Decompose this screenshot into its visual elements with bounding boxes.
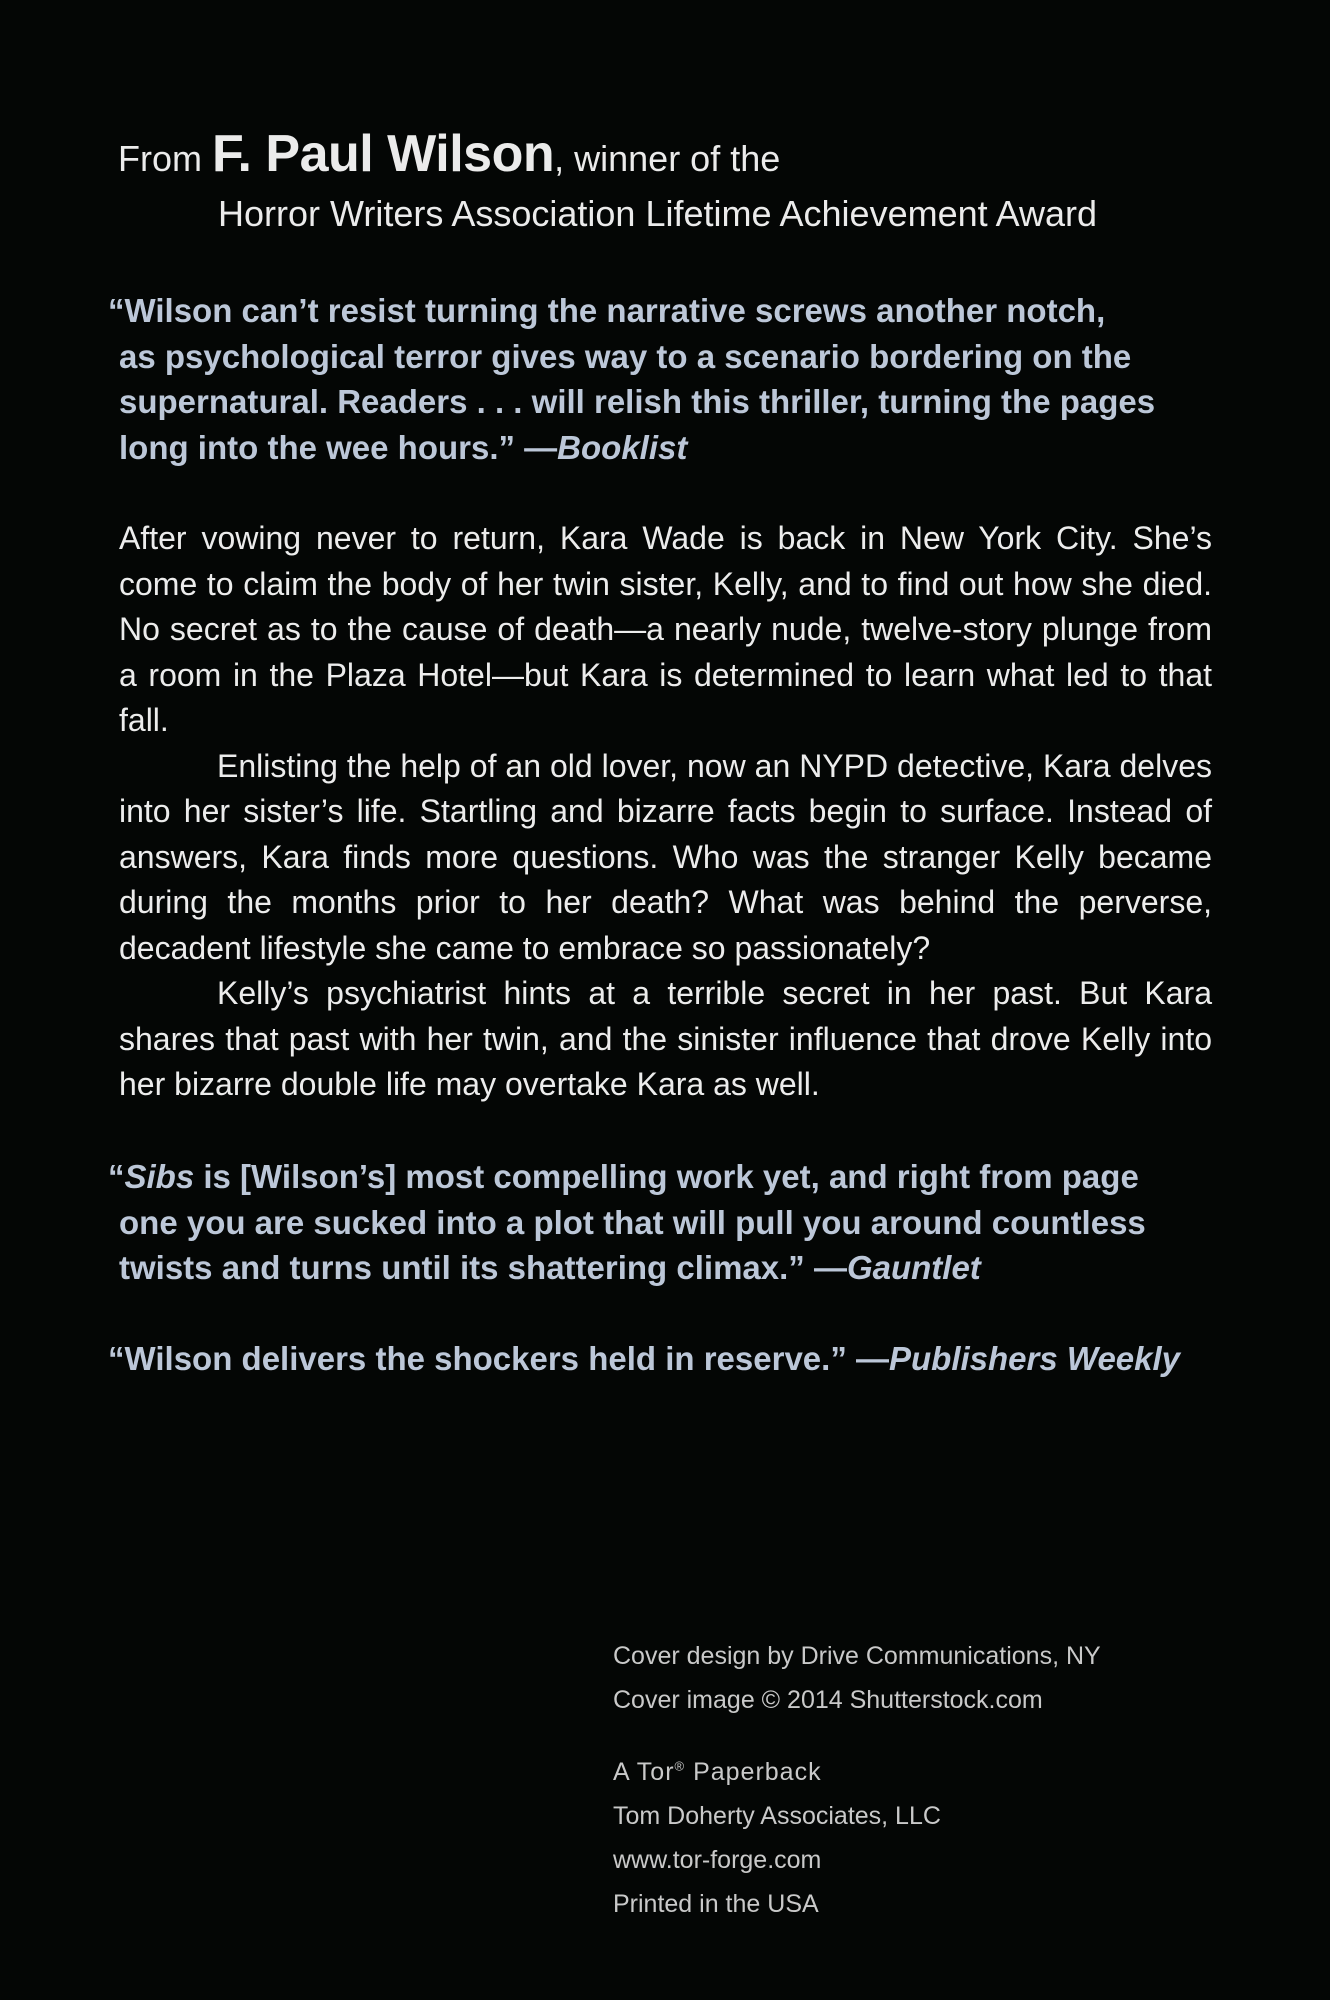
quote-source: Gauntlet <box>846 1249 981 1286</box>
header-from: From <box>118 138 212 179</box>
author-name: F. Paul Wilson <box>212 125 555 183</box>
publisher-website: www.tor-forge.com <box>613 1846 822 1874</box>
quote-booklist <box>108 288 1155 470</box>
book-description <box>119 516 1212 1108</box>
quote-line: supernatural. Readers . . . will relish this thriller, turning the pages <box>119 383 1156 420</box>
quote-line <box>108 1336 1180 1382</box>
description-paragraph: Kelly’s psychiatrist hints at a terrible secret in her past. But Kara shares that past with her twin, and the sinister influence that drove Kelly into her bizarre double life may overtake Kara as well. <box>119 975 1212 1102</box>
quote-line-text: “Wilson delivers the shockers held in reserve.” <box>108 1340 847 1377</box>
quote-line <box>108 1154 1146 1200</box>
quote-line-text: long into the wee hours.” <box>119 428 515 466</box>
description-paragraph: After vowing never to return, Kara Wade is back in New York City. She’s come to claim the body of her twin sister, Kelly, and to find out how she died. No secret as to the cause of death—a nearly nude, twelve-story plunge from a room in the Plaza Hotel—but Kara is determined to learn what led to that fall. <box>119 520 1212 738</box>
quote-line-last <box>108 1245 1146 1291</box>
attribution-dash: — <box>515 428 558 466</box>
header-winner: , winner of the <box>554 138 781 179</box>
quote-line-text: twists and turns until its shattering climax.” <box>119 1249 805 1286</box>
attribution-dash: — <box>804 1249 847 1286</box>
book-title: Sibs <box>124 1158 195 1195</box>
registered-mark: ® <box>674 1758 686 1774</box>
imprint-format: Paperback <box>685 1758 822 1786</box>
credits-spacer <box>613 1722 1101 1750</box>
quote-line-last <box>108 425 1155 471</box>
quote-line: “Wilson can’t resist turning the narrative screws another notch, <box>108 292 1106 329</box>
attribution-dash: — <box>846 1340 889 1377</box>
quote-source: Publishers Weekly <box>889 1340 1181 1377</box>
cover-design-credit: Cover design by Drive Communications, NY <box>613 1642 1101 1670</box>
quote-line: one you are sucked into a plot that will pull you around countless <box>119 1203 1146 1241</box>
quote-source: Booklist <box>557 428 688 466</box>
imprint <box>613 1750 1101 1794</box>
publisher-name: Tom Doherty Associates, LLC <box>613 1802 941 1830</box>
imprint-name: A Tor <box>613 1758 675 1786</box>
quote-open-mark: “ <box>108 1158 125 1195</box>
award-name: Horror Writers Association Lifetime Achievement Award <box>218 193 1098 234</box>
printed-in: Printed in the USA <box>613 1890 819 1918</box>
quote-line: as psychological terror gives way to a scenario bordering on the <box>119 337 1132 375</box>
quote-publishers-weekly <box>108 1336 1180 1382</box>
cover-image-credit: Cover image © 2014 Shutterstock.com <box>613 1686 1043 1714</box>
credits <box>613 1634 1101 1926</box>
quote-line-text: is [Wilson’s] most compelling work yet, and right from page <box>194 1158 1139 1195</box>
quote-gauntlet <box>108 1154 1146 1291</box>
header <box>118 124 1218 237</box>
header-line-1 <box>118 124 1218 189</box>
description-paragraph: Enlisting the help of an old lover, now an NYPD detective, Kara delves into her sister’s life. Startling and bizarre facts begin to surface. Instead of answers, Kara finds more questions. Who was the stranger Kelly became during the months prior to her death? What was behind the perverse, decadent lifestyle she came to embrace so passionately? <box>119 747 1212 966</box>
